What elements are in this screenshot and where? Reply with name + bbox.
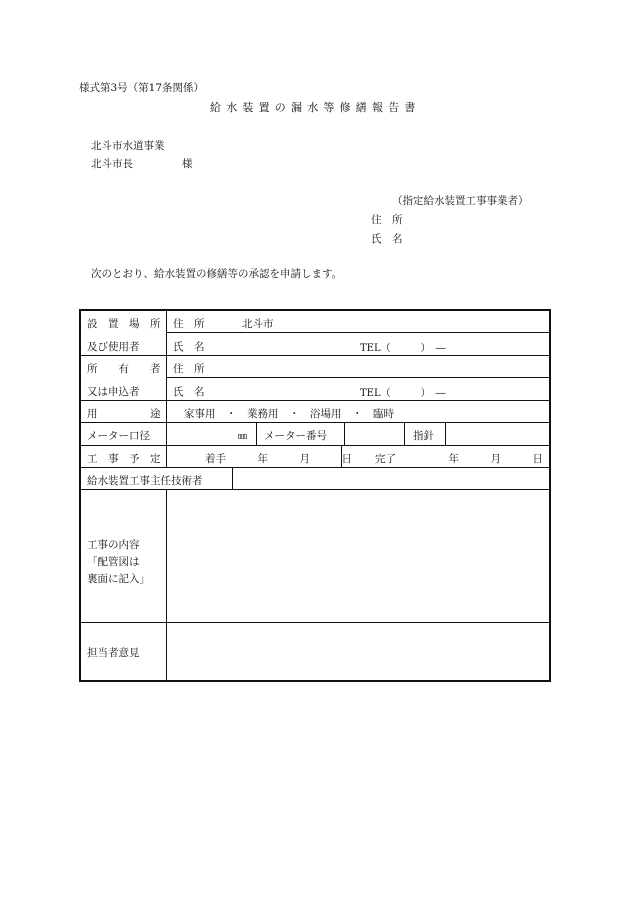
document-title: 給水装置の漏水等修繕報告書 — [210, 101, 421, 114]
meter-unit: ㎜ — [238, 432, 248, 442]
officer-opinion-label: 担当者意見 — [87, 647, 140, 659]
owner-name-label: 氏 名 — [173, 386, 205, 398]
meter-caliber-label: メーター口径 — [87, 430, 150, 442]
schedule-start: 着手 年 月 日 — [205, 453, 352, 465]
location-label-1: 設 置 場 所 — [87, 318, 161, 330]
usage-options: 家事用 ・ 業務用 ・ 浴場用 ・ 臨時 — [184, 408, 394, 420]
addressee-honorific: 様 — [182, 158, 193, 170]
owner-tel: TEL（ ） ― — [360, 388, 446, 399]
addressee-org: 北斗市水道事業 — [91, 140, 165, 152]
form-number: 様式第3号（第17条関係） — [79, 82, 205, 94]
meter-reading-label: 指針 — [413, 430, 434, 442]
location-address-label: 住 所 — [173, 318, 205, 330]
location-tel: TEL（ ） ― — [360, 343, 446, 354]
work-content-line-1: 工事の内容 — [87, 539, 140, 551]
usage-label: 用 途 — [87, 408, 161, 420]
schedule-label: 工 事 予 定 — [87, 453, 161, 465]
location-name-label: 氏 名 — [173, 341, 205, 353]
applicant-heading: （指定給水装置工事事業者） — [392, 195, 529, 207]
addressee-mayor: 北斗市長 — [91, 158, 133, 170]
work-content-line-3: 裏面に記入」 — [87, 573, 150, 585]
applicant-address-label: 住 所 — [371, 214, 403, 226]
location-label-2: 及び使用者 — [87, 341, 140, 353]
location-address-value: 北斗市 — [242, 318, 274, 330]
work-content-line-2: 「配管図は — [87, 556, 140, 568]
owner-label-2: 又は申込者 — [87, 386, 140, 398]
schedule-end: 完了 年 月 日 — [375, 453, 543, 465]
applicant-name-label: 氏 名 — [371, 233, 403, 245]
intro-text: 次のとおり、給水装置の修繕等の承認を申請します。 — [91, 268, 343, 280]
owner-address-label: 住 所 — [173, 363, 205, 375]
chief-engineer-label: 給水装置工事主任技術者 — [87, 475, 203, 487]
owner-label-1: 所 有 者 — [87, 363, 161, 375]
meter-number-label: メーター番号 — [264, 430, 327, 442]
application-table — [79, 309, 551, 682]
